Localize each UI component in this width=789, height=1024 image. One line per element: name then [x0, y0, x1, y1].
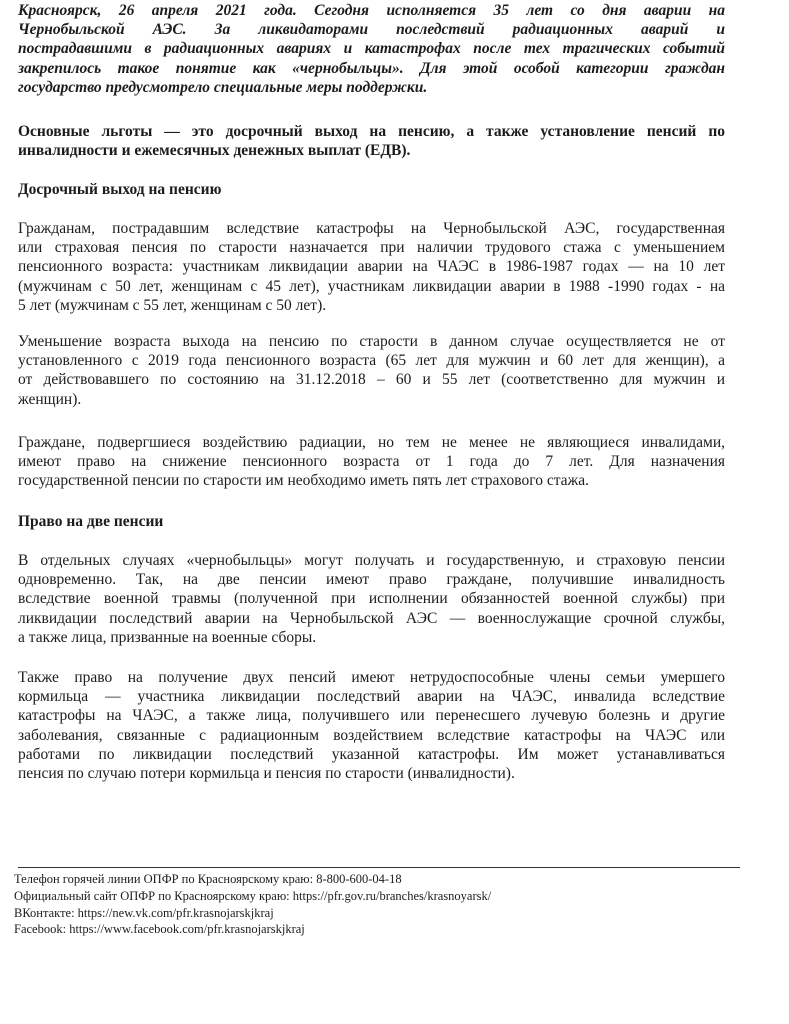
section-heading-early-retirement: Досрочный выход на пенсию — [18, 181, 222, 198]
intro-line: Красноярск, 26 апреля 2021 года. Сегодня исполняется 35 лет со дня аварии на — [18, 2, 725, 19]
early-retirement-paragraph-1 — [18, 219, 725, 315]
paragraph-line: или страховая пенсия по старости назначается при наличии трудового стажа с уменьшением — [18, 239, 725, 257]
intro-paragraph — [18, 1, 725, 97]
footer-hotline: Телефон горячей линии ОПФР по Красноярскому краю: 8-800-600-04-18 — [14, 872, 402, 886]
paragraph-line: установленного с 2019 года пенсионного возраста (65 лет для мужчин и 60 лет для женщин), а — [18, 352, 725, 370]
section-heading-two-pensions: Право на две пенсии — [18, 513, 164, 530]
paragraph-line: имеют право на снижение пенсионного возраста от 1 года до 7 лет. Для назначения — [18, 453, 725, 471]
paragraph-line: Граждане, подвергшиеся воздействию радиации, но тем не менее не являющиеся инвалидами, — [18, 434, 725, 451]
paragraph-line: пенсионного возраста: участникам ликвидации аварии на ЧАЭС в 1986-1987 годах — на 10 лет — [18, 258, 725, 276]
two-pensions-paragraph-1 — [18, 551, 725, 647]
paragraph-line: одновременно. Так, на две пенсии имеют право граждане, получившие инвалидность — [18, 571, 725, 589]
paragraph-line: работами по ликвидации последствий указанной катастрофы. Им может устанавливаться — [18, 745, 725, 763]
paragraph-line: от действовавшего по состоянию на 31.12.2018 – 60 и 55 лет (соответственно для мужчин и — [18, 371, 725, 389]
paragraph-line: кормильца — участника ликвидации последствий аварии на ЧАЭС, инвалида вследствие — [18, 688, 725, 706]
intro-line: государство предусмотрело специальные меры поддержки. — [18, 78, 428, 96]
paragraph-line: пенсия по случаю потери кормильца и пенсия по старости (инвалидности). — [18, 765, 515, 783]
paragraph-line: женщин). — [18, 390, 82, 408]
paragraph-line: (мужчинам с 50 лет, женщинам с 45 лет), участникам ликвидации аварии в 1988 -1990 годах - на — [18, 277, 725, 295]
footer-website-link[interactable]: Официальный сайт ОПФР по Красноярскому краю: https://pfr.gov.ru/branches/krasnoyarsk/ — [14, 888, 492, 903]
intro-line: закрепилось такое понятие как «чернобыльцы». Для этой особой категории граждан — [18, 59, 725, 77]
paragraph-line: 5 лет (мужчинам с 55 лет, женщинам с 50 лет). — [18, 296, 327, 314]
early-retirement-paragraph-3 — [18, 433, 725, 491]
benefits-paragraph — [18, 122, 725, 160]
paragraph-line: Гражданам, пострадавшим вследствие катастрофы на Чернобыльской АЭС, государственная — [18, 220, 725, 237]
early-retirement-paragraph-2 — [18, 332, 725, 409]
benefits-line: Основные льготы — это досрочный выход на пенсию, а также установление пенсий по — [18, 123, 725, 140]
paragraph-line: заболевания, связанные с радиационным воздействием вследствие катастрофы на ЧАЭС или — [18, 726, 725, 744]
intro-line: Чернобыльской АЭС. За ликвидаторами последствий радиационных аварий и — [18, 21, 725, 39]
two-pensions-paragraph-2 — [18, 668, 725, 783]
paragraph-line: Также право на получение двух пенсий имеют нетрудоспособные члены семьи умершего — [18, 669, 725, 686]
footer-vk-link[interactable]: ВКонтакте: https://new.vk.com/pfr.krasnojarskjkraj — [14, 905, 274, 920]
footer-facebook-link[interactable]: Facebook: https://www.facebook.com/pfr.krasnojarskjkraj — [14, 922, 305, 937]
intro-line: пострадавшими в радиационных авариях и катастрофах после тех трагических событий — [18, 40, 725, 58]
footer-contacts — [14, 871, 754, 938]
footer-divider — [18, 867, 740, 868]
paragraph-line: вследствие военной травмы (полученной при исполнении обязанностей военной службы) при — [18, 590, 725, 608]
paragraph-line: В отдельных случаях «чернобыльцы» могут получать и государственную, и страховую пенсии — [18, 552, 725, 569]
paragraph-line: ликвидации последствий аварии на Чернобыльской АЭС — военнослужащие срочной службы, — [18, 609, 725, 627]
paragraph-line: а также лица, призванные на военные сборы. — [18, 628, 317, 646]
benefits-line: инвалидности и ежемесячных денежных выплат (ЕДВ). — [18, 142, 411, 160]
paragraph-line: катастрофы на ЧАЭС, а также лица, получившего или перенесшего лучевую болезнь и другие — [18, 707, 725, 725]
paragraph-line: государственной пенсии по старости им необходимо иметь пять лет страхового стажа. — [18, 472, 590, 490]
paragraph-line: Уменьшение возраста выхода на пенсию по старости в данном случае осуществляется не от — [18, 333, 725, 350]
